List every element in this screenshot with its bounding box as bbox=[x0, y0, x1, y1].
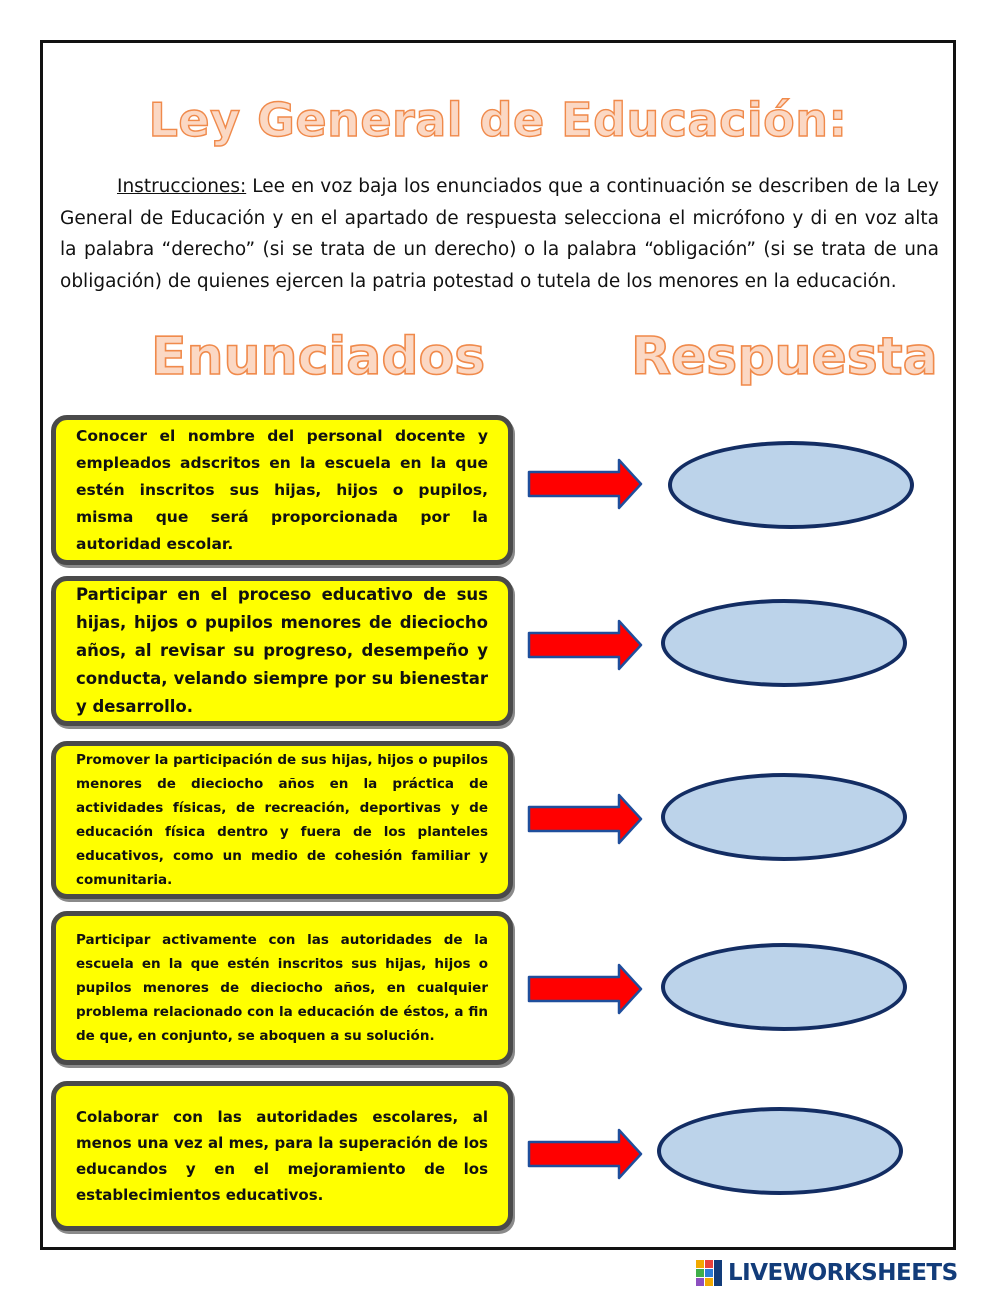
statement-text-1: Conocer el nombre del personal docente y empleados adscritos en la escuela en la que estén inscritos sus hijas, hijos o pupilos, misma que será proporcionada por la autoridad escolar. bbox=[76, 426, 488, 553]
answer-oval-4[interactable] bbox=[661, 943, 907, 1031]
answer-oval-3[interactable] bbox=[661, 773, 907, 861]
liveworksheets-icon bbox=[696, 1260, 722, 1286]
answer-oval-5[interactable] bbox=[657, 1107, 903, 1195]
statement-card-5 bbox=[51, 1081, 513, 1231]
arrow-right-icon-1 bbox=[527, 456, 645, 512]
statement-text-4: Participar activamente con las autoridades de la escuela en la que estén inscritos sus hijas, hijos o pupilos menores de dieciocho años, en cualquier problema relacionado con la educación de éstos, a fin de que, en conjunto, se aboquen a su solución. bbox=[76, 932, 488, 1044]
statement-card-3 bbox=[51, 741, 513, 899]
liveworksheets-wordmark: LIVEWORKSHEETS bbox=[728, 1260, 958, 1286]
arrow-right-icon-2 bbox=[527, 617, 645, 673]
statement-text-3: Promover la participación de sus hijas, hijos o pupilos menores de dieciocho años en la práctica de actividades físicas, de recreación, deportivas y de educación física dentro y fuera de los planteles educativos, como un medio de cohesión familiar y comunitaria. bbox=[76, 752, 488, 888]
answer-oval-2[interactable] bbox=[661, 599, 907, 687]
worksheet-frame bbox=[40, 40, 956, 1250]
liveworksheets-logo bbox=[696, 1259, 958, 1287]
page-title: Ley General de Educación: bbox=[148, 93, 848, 147]
arrow-right-icon-3 bbox=[527, 791, 645, 847]
answers-header: Respuesta bbox=[631, 327, 938, 387]
arrow-right-icon-5 bbox=[527, 1126, 645, 1182]
statements-header: Enunciados bbox=[151, 327, 486, 387]
statement-card-4 bbox=[51, 911, 513, 1065]
statement-card-2 bbox=[51, 576, 513, 726]
statement-text-5: Colaborar con las autoridades escolares, al menos una vez al mes, para la superación de los educandos y en el mejoramiento de los establecimientos educativos. bbox=[76, 1108, 488, 1204]
instructions-label: Instrucciones: bbox=[117, 176, 247, 197]
instructions-paragraph bbox=[60, 171, 939, 297]
answer-oval-1[interactable] bbox=[668, 441, 914, 529]
instructions-text: Lee en voz baja los enunciados que a continuación se describen de la Ley General de Educación y en el apartado de respuesta selecciona el micrófono y di en voz alta la palabra “derecho” (si se trata de un derecho) o la palabra “obligación” (si se trata de una obligación) de quienes ejercen la patria potestad o tutela de los menores en la educación. bbox=[60, 176, 939, 292]
arrow-right-icon-4 bbox=[527, 961, 645, 1017]
statement-card-1 bbox=[51, 415, 513, 565]
statement-text-2: Participar en el proceso educativo de sus hijas, hijos o pupilos menores de dieciocho años, al revisar su progreso, desempeño y conducta, velando siempre por su bienestar y desarrollo. bbox=[76, 585, 488, 716]
